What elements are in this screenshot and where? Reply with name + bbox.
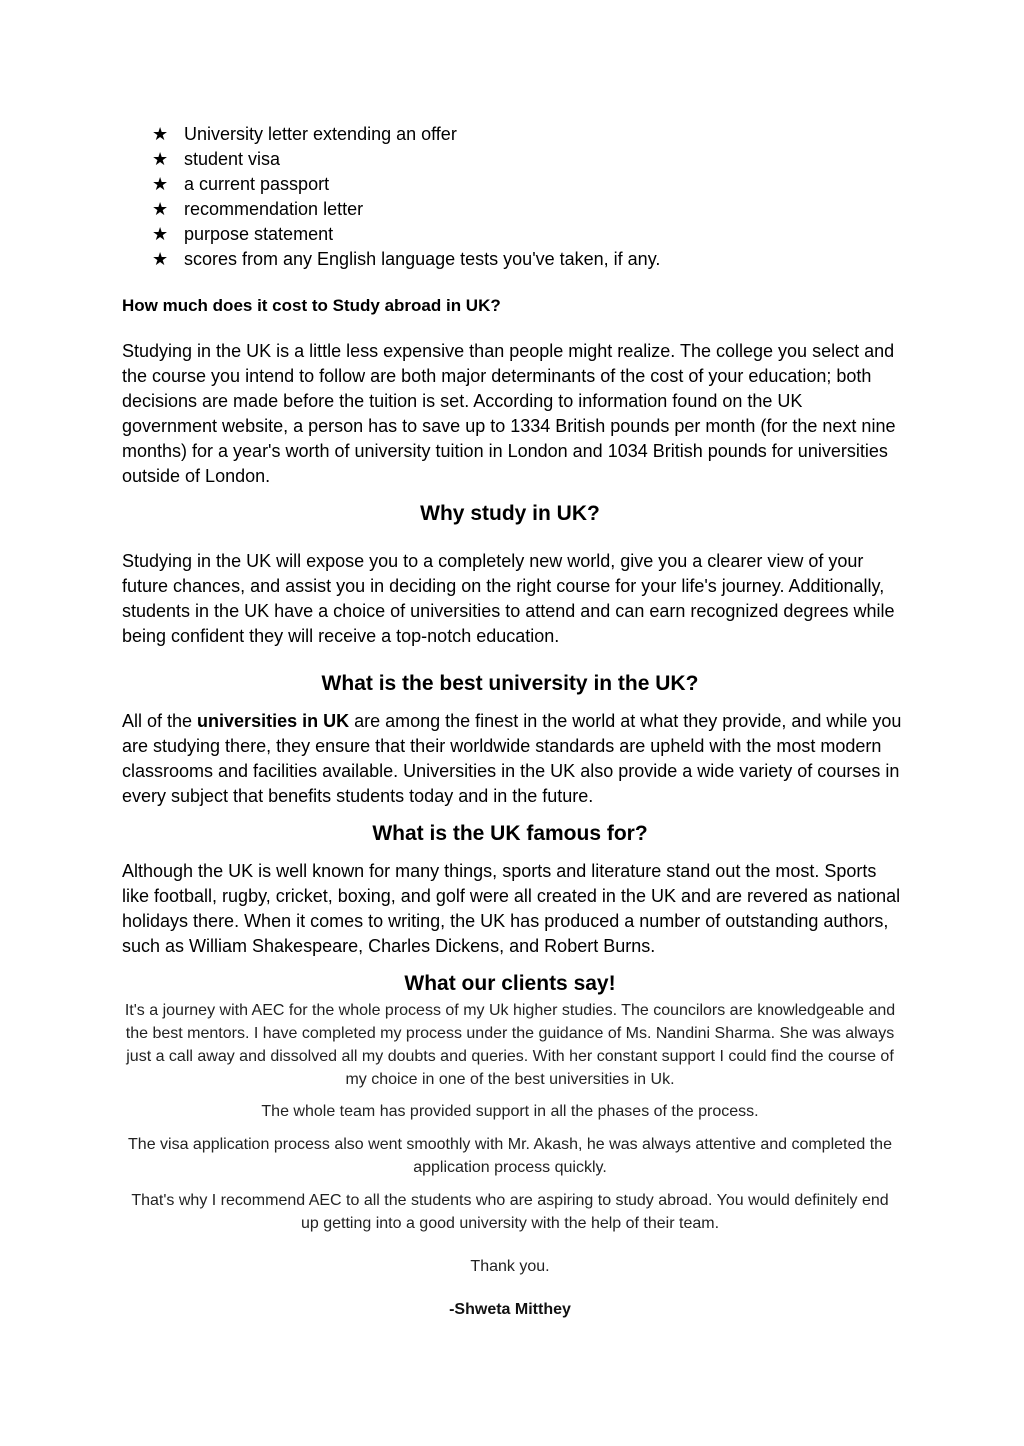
why-body: Studying in the UK will expose you to a completely new world, give you a clearer view of your future chances, and assist you in deciding on the right course for your life's journey. Additionally, students in the UK have a choice of universities to attend and can earn recognized degrees while being confident they will receive a top-notch education. — [122, 551, 895, 646]
requirements-list — [152, 122, 660, 272]
star-icon: ★ — [152, 249, 169, 269]
best-heading: What is the best university in the UK? — [321, 672, 699, 695]
list-item: ★ scores from any English language tests you've taken, if any. — [152, 247, 660, 272]
best-body: All of the universities in UK are among the finest in the world at what they provide, and while you are studying there, they ensure that their worldwide standards are upheld with the most modern classrooms and facilities available. Universities in the UK also provide a wide variety of courses in every subject that benefits students today and in the future. — [122, 711, 902, 806]
clients-heading: What our clients say! — [404, 972, 616, 995]
cost-question: How much does it cost to Study abroad in UK? — [122, 296, 501, 315]
testimonial-paragraph: It's a journey with AEC for the whole process of my Uk higher studies. The councilors are knowledgeable and the best mentors. I have completed my process under the guidance of Ms. Nandini Sharma. She was always just a call away and dissolved all my doubts and queries. With her constant support I could find the course of my choice in one of the best universities in Uk. — [124, 1002, 896, 1088]
famous-heading: What is the UK famous for? — [372, 822, 648, 845]
famous-body: Although the UK is well known for many things, sports and literature stand out the most. Sports like football, rugby, cricket, boxing, and golf were all created in the UK and are revered as national holidays there. When it comes to writing, the UK has produced a number of outstanding authors, such as William Shakespeare, Charles Dickens, and Robert Burns. — [122, 861, 901, 956]
testimonial-paragraph: That's why I recommend AEC to all the students who are aspiring to study abroad. You would definitely end up getting into a good university with the help of their team. — [131, 1192, 889, 1232]
cost-answer: Studying in the UK is a little less expensive than people might realize. The college you select and the course you intend to follow are both major determinants of the cost of your education; both decisions are made before the tuition is set. According to information found on the UK government website, a person has to save up to 1334 British pounds per month (for the next nine months) for a year's worth of university tuition in London and 1034 British pounds for universities outside of London. — [122, 341, 896, 486]
list-item: ★ University letter extending an offer — [152, 122, 660, 147]
testimonial-signature: -Shweta Mitthey — [449, 1301, 571, 1318]
testimonial-thanks: Thank you. — [470, 1258, 550, 1275]
list-item: ★ a current passport — [152, 172, 660, 197]
testimonial-paragraph: The visa application process also went smoothly with Mr. Akash, he was always attentive and completed the application process quickly. — [128, 1136, 892, 1176]
list-item: ★ student visa — [152, 147, 660, 172]
star-icon: ★ — [152, 124, 169, 144]
list-item: ★ purpose statement — [152, 222, 660, 247]
universities-link-text: universities in UK — [197, 711, 350, 731]
star-icon: ★ — [152, 149, 169, 169]
star-icon: ★ — [152, 199, 169, 219]
list-item: ★ recommendation letter — [152, 197, 660, 222]
star-icon: ★ — [152, 174, 169, 194]
why-heading: Why study in UK? — [420, 502, 600, 525]
testimonial-paragraph: The whole team has provided support in all the phases of the process. — [261, 1103, 759, 1120]
star-icon: ★ — [152, 224, 169, 244]
